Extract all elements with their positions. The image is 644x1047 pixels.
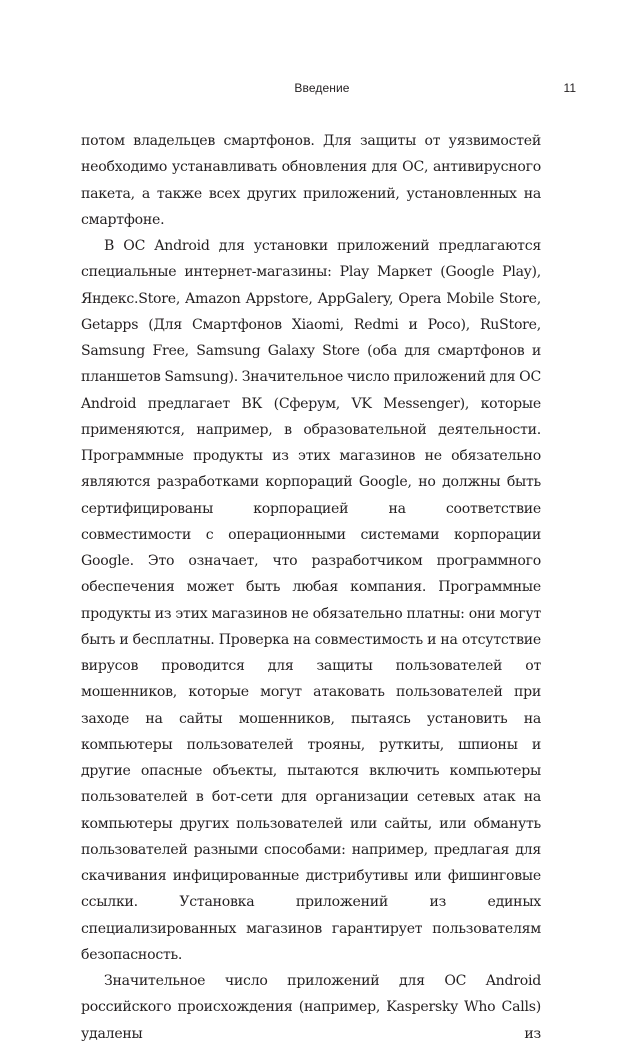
running-header [0,79,644,99]
chapter-title: Введение [294,81,350,95]
paragraph-russian-apps: Значительное число приложений для ОС Android российского происхождения (например, Kaspersky Who Calls) удалены из [81,973,541,1042]
paragraph-continued: потом владельцев смартфонов. Для защиты от уязвимостей необходимо устанавливать обновления для ОС, антивирусного пакета, а также всех других приложений, установленных на смартфоне. [81,133,541,228]
page-number: 11 [563,81,576,95]
paragraph-android-stores: В ОС Android для установки приложений предлагаются специальные интернет-магазины: Play Маркет (Google Play), Яндекс.Store, Amazon Appstore, AppGalery, Opera Mobile Store, Getapps (Для Смартфонов Xiaomi, Redmi и Poco), RuStore, Samsung Free, Samsung Galaxy Store (оба для смартфонов и планшетов Samsung). Значительное число приложений для ОС Android предлагает ВК (Сферум, VK Messenger), которые применяются, например, в образовательной деятельности. Программные продукты из этих магазинов не обязательно являются разработками корпораций Google, но должны быть сертифицированы корпорацией на соответствие совместимости с операционными системами корпорации Google. Это означает, что разработчиком программного обеспечения может быть любая компания. Программные продукты из этих магазинов не обязательно платны: они могут быть и бесплатны. Проверка на совместимость и на отсутствие вирусов проводится для защиты пользователей от мошенников, которые могут атаковать пользователей при заходе на сайты мошенников, пытаясь установить на компьютеры пользователей трояны, руткиты, шпионы и другие опасные объекты, пытаются включить компьютеры пользователей в бот-сети для организации сетевых атак на компьютеры других пользователей или сайты, или обмануть пользователей разными способами: например, предлагая для скачивания инфицированные дистрибутивы или фишинговые ссылки. Установка приложений из единых специализированных магазинов гарантирует пользователям безопасность. [81,238,541,963]
body-text [81,128,541,1047]
